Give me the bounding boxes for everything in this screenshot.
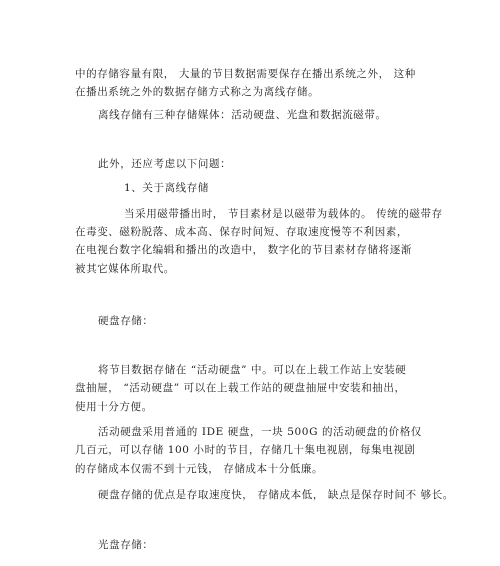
paragraph-line: 此外，还应考虑以下问题： [98,158,232,170]
paragraph-line: 硬盘存储的优点是存取速度快， 存储成本低， 缺点是保存时间不 够长。 [98,489,454,501]
paragraph-line: 当采用磁带播出时， 节目素材是以磁带为载体的。 传统的磁带存 [124,208,443,220]
paragraph-line: 离线存储有三种存储媒体：活动硬盘、光盘和数据流磁带。 [98,109,387,121]
paragraph-line: 活动硬盘采用普通的 IDE 硬盘，一块 500G 的活动硬盘的价格仅 [98,426,422,438]
paragraph-line: 在播出系统之外的数据存储方式称之为离线存储。 [75,86,320,98]
paragraph-line: 几百元，可以存储 100 小时的节目，存储几十集电视剧，每集电视剧 [75,444,416,456]
paragraph-line: 在电视台数字化编辑和播出的改造中， 数字化的节目素材存储将逐渐 [75,244,412,256]
paragraph-line: 中的存储容量有限， 大量的节目数据需要保存在播出系统之外， 这种 [75,68,416,80]
paragraph-line: 的存储成本仅需不到十元钱， 存储成本十分低廉。 [75,463,324,475]
paragraph-line: 盘抽屉， “活动硬盘” 可以在上载工作站的硬盘抽屉中安装和抽出， [75,382,406,394]
section-heading: 光盘存储： [98,539,154,551]
section-heading: 硬盘存储： [98,315,154,327]
paragraph-line: 在毒变、磁粉脱落、成本高、保存时间短、存取速度慢等不利因素， [75,226,408,238]
paragraph-line: 将节目数据存储在 “活动硬盘” 中。可以在上载工作站上安装硬 [98,364,407,376]
paragraph-line: 使用十分方便。 [75,401,153,413]
paragraph-line: 被其它媒体所取代。 [75,263,175,275]
section-heading: 1、关于离线存储 [124,182,209,194]
